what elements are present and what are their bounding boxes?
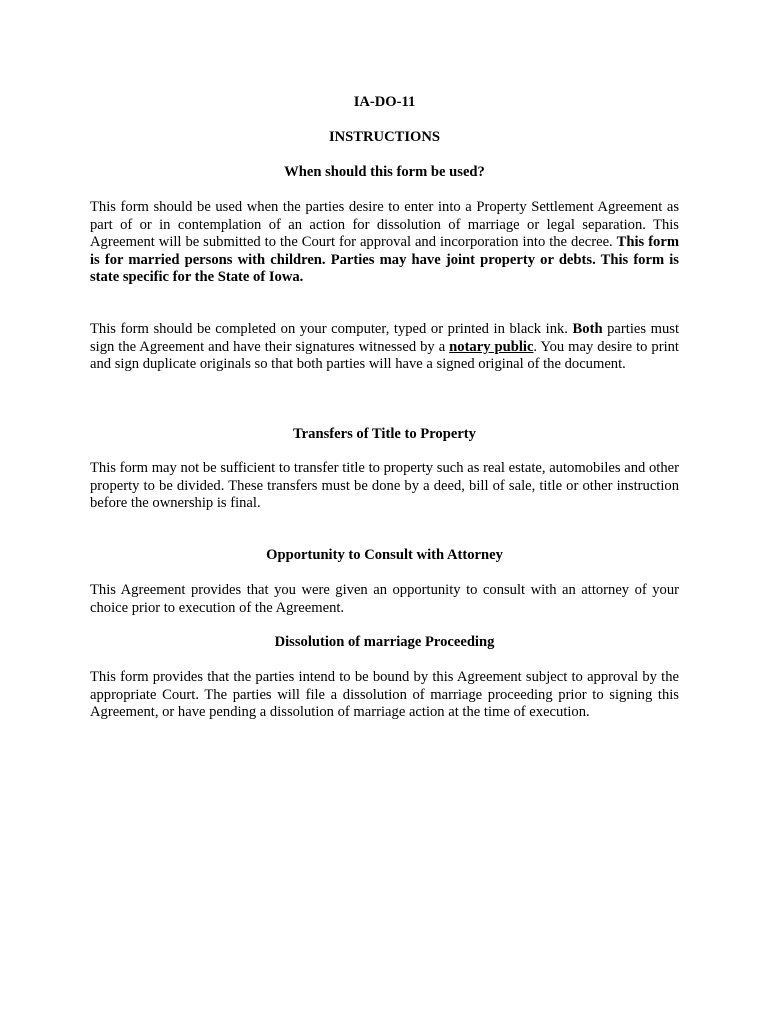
paragraph-bold-text: This form is for married persons with children. Parties may have joint property or debts. This form is state specific for the State of Iowa. <box>90 234 679 286</box>
paragraph-when-used-2 <box>90 321 679 374</box>
paragraph-text: . You may desire to print and sign duplicate originals so that both parties will have a signed original of the document. <box>90 338 679 373</box>
paragraph-bold-text: Both <box>572 321 603 337</box>
paragraph-dissolution: This form provides that the parties intend to be bound by this Agreement subject to approval by the appropriate Court. The parties will file a dissolution of marriage proceeding prior to signing this Agreement, or have pending a dissolution of marriage action at the time of execution. <box>90 669 679 721</box>
paragraph-text: parties must sign the Agreement and have their signatures witnessed by a <box>90 321 679 355</box>
form-id: IA-DO-11 <box>353 94 416 110</box>
paragraph-text: This form should be completed on your computer, typed or printed in black ink. <box>90 321 573 337</box>
page-heading: INSTRUCTIONS <box>328 129 441 145</box>
notary-public-text: notary public <box>449 338 534 355</box>
paragraph-transfers: This form may not be sufficient to transfer title to property such as real estate, automobiles and other property to be divided. These transfers must be done by a deed, bill of sale, title or other instruction before the ownership is final. <box>90 460 679 512</box>
paragraph-when-used-1 <box>90 199 679 287</box>
section-title-when-used: When should this form be used? <box>284 164 485 180</box>
section-title-transfers: Transfers of Title to Property <box>293 426 476 442</box>
section-title-attorney: Opportunity to Consult with Attorney <box>266 547 503 563</box>
section-title-dissolution: Dissolution of marriage Proceeding <box>274 634 495 650</box>
paragraph-text: This form should be used when the parties desire to enter into a Property Settlement Agreement as part of or in contemplation of an action for dissolution of marriage or legal separation. This Agreement will be submitted to the Court for approval and incorporation into the decree. <box>90 199 679 251</box>
paragraph-attorney: This Agreement provides that you were given an opportunity to consult with an attorney of your choice prior to execution of the Agreement. <box>90 582 679 616</box>
